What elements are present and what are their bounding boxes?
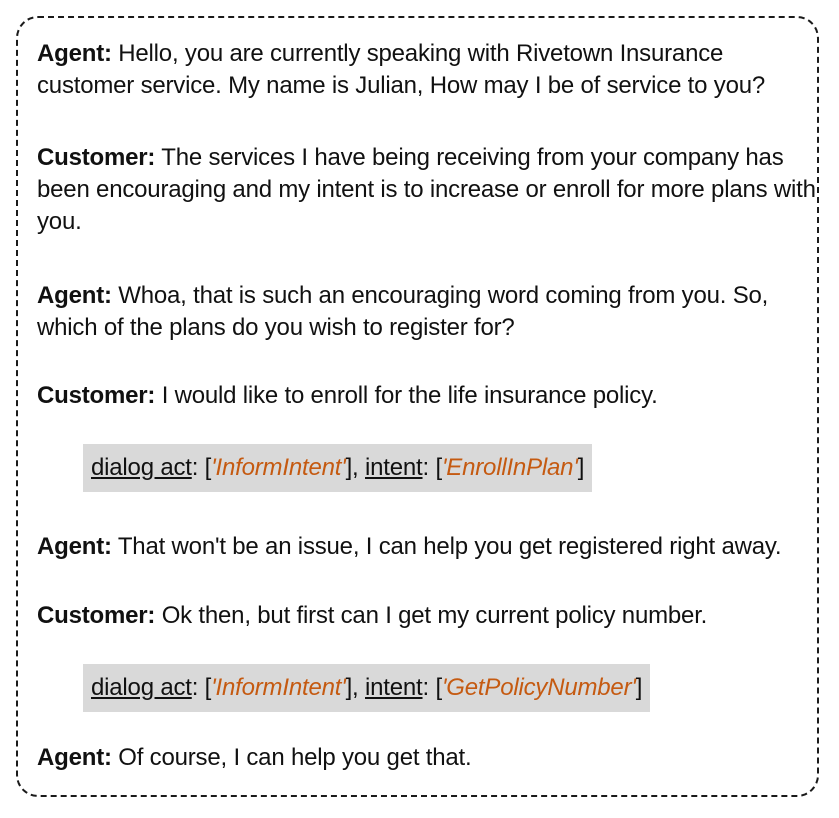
intent-label: intent <box>365 674 423 701</box>
utterance-text: Of course, I can help you get that. <box>118 744 472 771</box>
utterance-text: That won't be an issue, I can help you get registered right away. <box>117 533 782 560</box>
utterance-text: Whoa, that is such an encouraging word coming from you. So, which of the plans do you wish to register for? <box>37 282 769 341</box>
dialog-act-value: 'InformIntent' <box>211 454 346 481</box>
speaker-label: Customer: <box>37 602 156 629</box>
utterance-text: Ok then, but first can I get my current policy number. <box>161 602 708 629</box>
utterance-text: The services I have being receiving from your company has been encouraging and my intent is to increase or enroll for more plans with you. <box>37 144 816 235</box>
intent-label: intent <box>365 454 423 481</box>
speaker-label: Agent: <box>37 282 112 309</box>
dialog-act-label: dialog act <box>91 454 192 481</box>
intent-value: 'GetPolicyNumber' <box>441 674 636 701</box>
speaker-label: Agent: <box>37 533 112 560</box>
utterance-text: I would like to enroll for the life insurance policy. <box>161 382 658 409</box>
dialog-annotation: dialog act: ['InformIntent'], intent: ['GetPolicyNumber'] <box>83 664 650 712</box>
intent-value: 'EnrollInPlan' <box>441 454 578 481</box>
speaker-label: Agent: <box>37 40 112 67</box>
dialog-turn-agent <box>37 38 817 102</box>
dialog-act-label: dialog act <box>91 674 192 701</box>
dialog-turn-customer <box>37 142 817 238</box>
dialog-turn-agent <box>37 531 817 563</box>
speaker-label: Agent: <box>37 744 112 771</box>
dialog-turn-agent <box>37 280 817 344</box>
speaker-label: Customer: <box>37 382 156 409</box>
dialog-turn-customer <box>37 600 817 632</box>
dialog-turn-agent <box>37 742 817 774</box>
speaker-label: Customer: <box>37 144 156 171</box>
dialog-turn-customer <box>37 380 817 412</box>
dialog-annotation: dialog act: ['InformIntent'], intent: ['EnrollInPlan'] <box>83 444 592 492</box>
dialog-act-value: 'InformIntent' <box>211 674 346 701</box>
utterance-text: Hello, you are currently speaking with Rivetown Insurance customer service. My name is Julian, How may I be of service to you? <box>37 40 766 99</box>
